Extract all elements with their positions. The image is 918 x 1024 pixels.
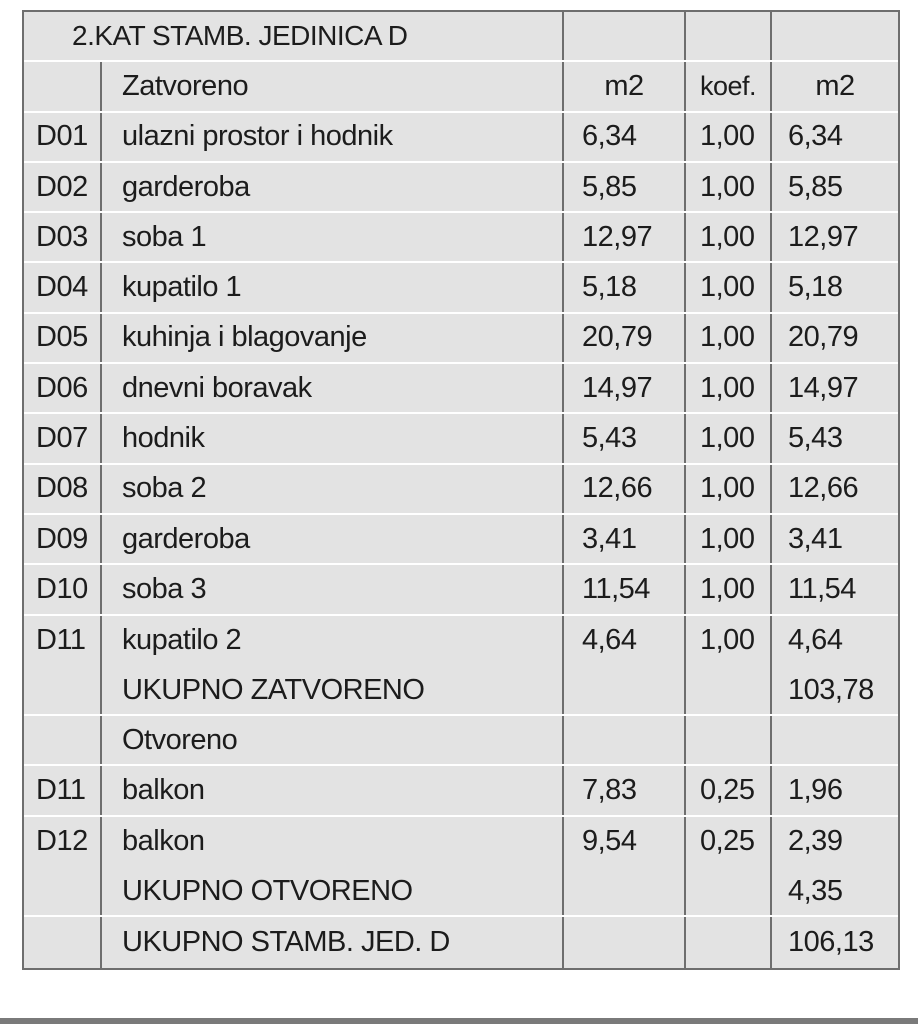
room-area: 12,97	[564, 213, 686, 261]
room-total: 14,97	[788, 371, 859, 404]
room-code: D02	[24, 163, 102, 211]
room-code: D09	[24, 515, 102, 563]
room-coef: 1,00	[686, 565, 772, 613]
room-total: 12,66	[788, 472, 859, 505]
room-total: 2,39	[788, 825, 843, 858]
room-coef: 1,00	[686, 314, 772, 362]
closed-total-row	[24, 666, 898, 716]
column-header-total: m2	[815, 69, 855, 102]
table-row	[24, 364, 898, 414]
empty-cell	[686, 12, 772, 60]
room-area: 5,85	[564, 163, 686, 211]
empty-cell	[686, 867, 772, 915]
empty-cell	[24, 666, 102, 714]
closed-rows	[24, 113, 898, 666]
empty-cell	[564, 12, 686, 60]
room-area: 14,97	[564, 364, 686, 412]
room-name: soba 3	[102, 565, 564, 613]
room-area: 12,66	[564, 465, 686, 513]
room-name: kupatilo 1	[102, 263, 564, 311]
room-name: ulazni prostor i hodnik	[102, 113, 564, 161]
room-coef: 1,00	[686, 465, 772, 513]
room-code: D05	[24, 314, 102, 362]
room-coef: 0,25	[686, 817, 772, 867]
table-title: 2.KAT STAMB. JEDINICA D	[24, 12, 564, 60]
room-area: 5,43	[564, 414, 686, 462]
grand-total-label: UKUPNO STAMB. JED. D	[102, 917, 564, 967]
table-row	[24, 465, 898, 515]
room-area: 20,79	[564, 314, 686, 362]
room-total: 3,41	[788, 522, 843, 555]
room-total: 5,18	[788, 271, 843, 304]
room-total: 4,64	[788, 624, 843, 657]
room-area: 3,41	[564, 515, 686, 563]
room-name: soba 1	[102, 213, 564, 261]
table-row	[24, 314, 898, 364]
open-rows	[24, 766, 898, 867]
area-table	[22, 10, 900, 970]
room-coef: 1,00	[686, 616, 772, 666]
room-total: 11,54	[788, 572, 856, 605]
room-total: 20,79	[788, 321, 859, 354]
table-row	[24, 766, 898, 816]
room-coef: 0,25	[686, 766, 772, 814]
room-code: D12	[24, 817, 102, 867]
table-row	[24, 113, 898, 163]
room-name: garderoba	[102, 163, 564, 211]
room-coef: 1,00	[686, 113, 772, 161]
empty-cell	[564, 867, 686, 915]
table-header-row	[24, 62, 898, 112]
open-total-value: 4,35	[788, 874, 843, 907]
empty-cell	[24, 867, 102, 915]
closed-total-value: 103,78	[788, 673, 874, 706]
bottom-border	[0, 1018, 918, 1024]
room-code: D07	[24, 414, 102, 462]
room-area: 5,18	[564, 263, 686, 311]
room-area: 9,54	[564, 817, 686, 867]
room-coef: 1,00	[686, 213, 772, 261]
empty-cell	[24, 62, 102, 110]
empty-cell	[686, 716, 772, 764]
room-total: 12,97	[788, 220, 859, 253]
empty-cell	[772, 12, 898, 60]
room-total: 5,85	[788, 170, 843, 203]
closed-total-label: UKUPNO ZATVORENO	[102, 666, 564, 714]
room-code: D10	[24, 565, 102, 613]
grand-total-row	[24, 917, 898, 967]
room-area: 4,64	[564, 616, 686, 666]
room-total: 1,96	[788, 774, 843, 807]
room-coef: 1,00	[686, 364, 772, 412]
empty-cell	[686, 666, 772, 714]
room-name: kupatilo 2	[102, 616, 564, 666]
room-area: 6,34	[564, 113, 686, 161]
room-name: soba 2	[102, 465, 564, 513]
room-name: balkon	[102, 817, 564, 867]
room-name: hodnik	[102, 414, 564, 462]
empty-cell	[772, 716, 898, 764]
room-code: D11	[24, 766, 102, 814]
room-code: D08	[24, 465, 102, 513]
table-row	[24, 817, 898, 867]
open-total-label: UKUPNO OTVORENO	[102, 867, 564, 915]
table-title-row	[24, 12, 898, 62]
table-row	[24, 213, 898, 263]
room-code: D06	[24, 364, 102, 412]
table-row	[24, 515, 898, 565]
empty-cell	[24, 716, 102, 764]
room-area: 11,54	[564, 565, 686, 613]
room-coef: 1,00	[686, 163, 772, 211]
table-row	[24, 616, 898, 666]
room-code: D01	[24, 113, 102, 161]
table-row	[24, 565, 898, 615]
table-row	[24, 263, 898, 313]
section-heading-open: Otvoreno	[102, 716, 564, 764]
room-code: D04	[24, 263, 102, 311]
room-name: garderoba	[102, 515, 564, 563]
empty-cell	[564, 666, 686, 714]
empty-cell	[24, 917, 102, 967]
empty-cell	[564, 917, 686, 967]
room-name: dnevni boravak	[102, 364, 564, 412]
table-row	[24, 414, 898, 464]
empty-cell	[564, 716, 686, 764]
open-section-row	[24, 716, 898, 766]
open-total-row	[24, 867, 898, 917]
column-header-area: m2	[564, 62, 686, 110]
section-heading-closed: Zatvoreno	[102, 62, 564, 110]
room-name: kuhinja i blagovanje	[102, 314, 564, 362]
room-name: balkon	[102, 766, 564, 814]
room-total: 6,34	[788, 120, 843, 153]
empty-cell	[686, 917, 772, 967]
room-coef: 1,00	[686, 263, 772, 311]
room-coef: 1,00	[686, 414, 772, 462]
table-row	[24, 163, 898, 213]
room-code: D03	[24, 213, 102, 261]
room-coef: 1,00	[686, 515, 772, 563]
grand-total-value: 106,13	[788, 925, 874, 958]
room-area: 7,83	[564, 766, 686, 814]
column-header-coef: koef.	[686, 62, 772, 110]
room-total: 5,43	[788, 422, 843, 455]
room-code: D11	[24, 616, 102, 666]
